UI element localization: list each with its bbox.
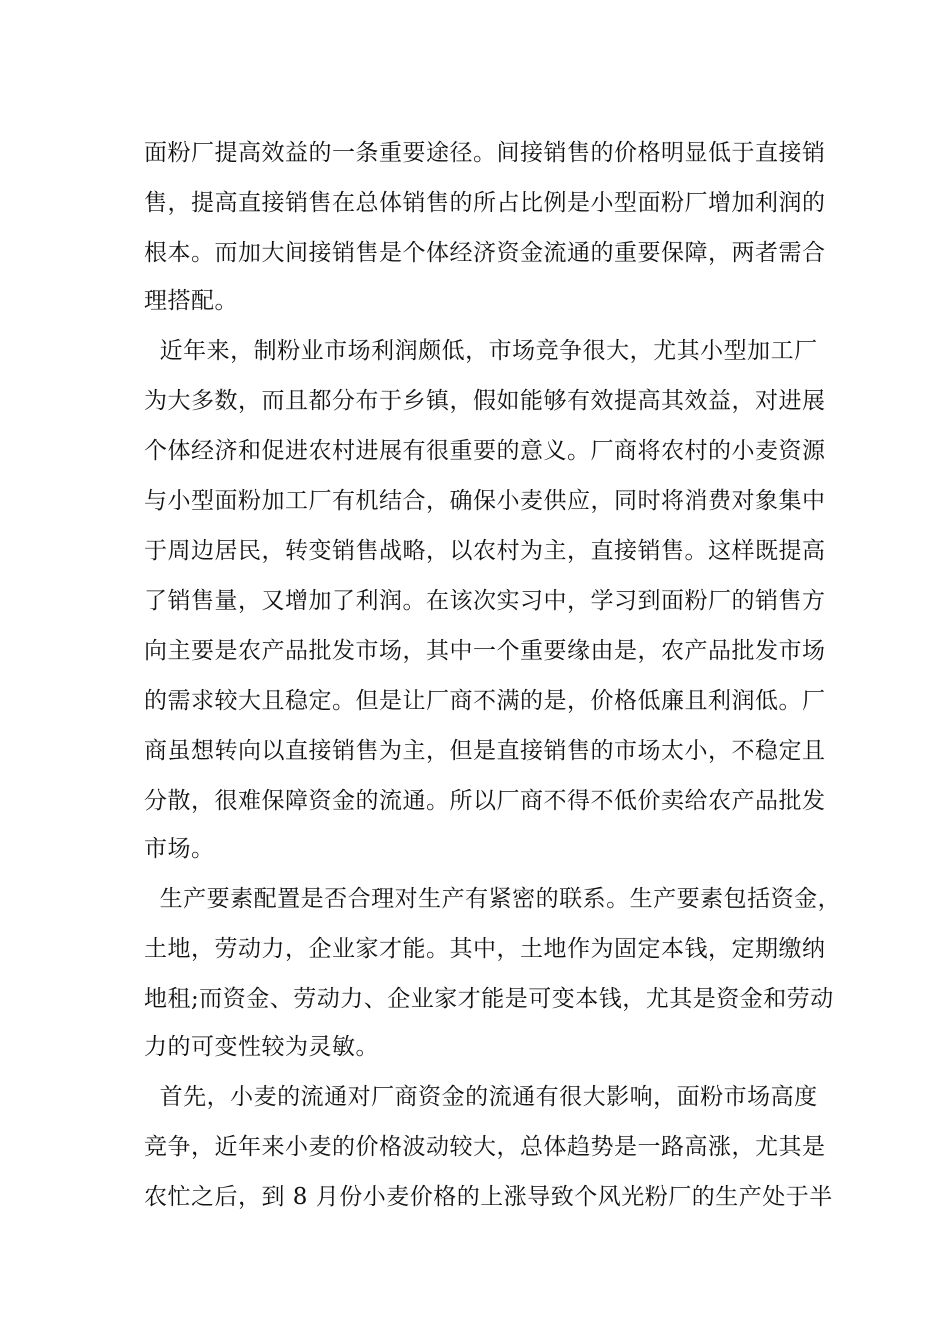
text-line: 分散，很难保障资金的流通。所以厂商不得不低价卖给农产品批发: [144, 788, 826, 814]
text-line: 竞争，近年来小麦的价格波动较大，总体趋势是一路高涨，尤其是: [144, 1134, 826, 1160]
text-line: 力的可变性较为灵敏。: [144, 1034, 379, 1060]
text-line: 理搭配。: [144, 288, 238, 314]
text-line: 为大多数，而且都分布于乡镇，假如能够有效提高其效益，对进展: [144, 388, 826, 414]
text-line: 农忙之后，到 8 月份小麦价格的上涨导致个风光粉厂的生产处于半: [144, 1184, 833, 1210]
text-line: 了销售量，又增加了利润。在该次实习中，学习到面粉厂的销售方: [144, 588, 826, 614]
text-line: 商虽想转向以直接销售为主，但是直接销售的市场太小，不稳定且: [144, 738, 826, 764]
text-line: 个体经济和促进农村进展有很重要的意义。厂商将农村的小麦资源: [144, 438, 826, 464]
text-line: 首先，小麦的流通对厂商资金的流通有很大影响，面粉市场高度: [144, 1084, 818, 1110]
text-line: 于周边居民，转变销售战略，以农村为主，直接销售。这样既提高: [144, 538, 826, 564]
text-line: 售，提高直接销售在总体销售的所占比例是小型面粉厂增加利润的: [144, 190, 826, 216]
text-line: 面粉厂提高效益的一条重要途径。间接销售的价格明显低于直接销: [144, 140, 826, 166]
text-line: 向主要是农产品批发市场，其中一个重要缘由是，农产品批发市场: [144, 638, 826, 664]
text-line: 与小型面粉加工厂有机结合，确保小麦供应，同时将消费对象集中: [144, 488, 826, 514]
text-line: 近年来，制粉业市场利润颇低，市场竞争很大，尤其小型加工厂: [144, 338, 818, 364]
text-line: 生产要素配置是否合理对生产有紧密的联系。生产要素包括资金，: [144, 886, 842, 912]
text-line: 土地，劳动力，企业家才能。其中，土地作为固定本钱，定期缴纳: [144, 936, 826, 962]
text-line: 的需求较大且稳定。但是让厂商不满的是，价格低廉且利润低。厂: [144, 688, 826, 714]
text-line: 市场。: [144, 836, 215, 862]
text-line: 地租;而资金、劳动力、企业家才能是可变本钱，尤其是资金和劳动: [144, 986, 834, 1012]
text-line: 根本。而加大间接销售是个体经济资金流通的重要保障，两者需合: [144, 240, 826, 266]
